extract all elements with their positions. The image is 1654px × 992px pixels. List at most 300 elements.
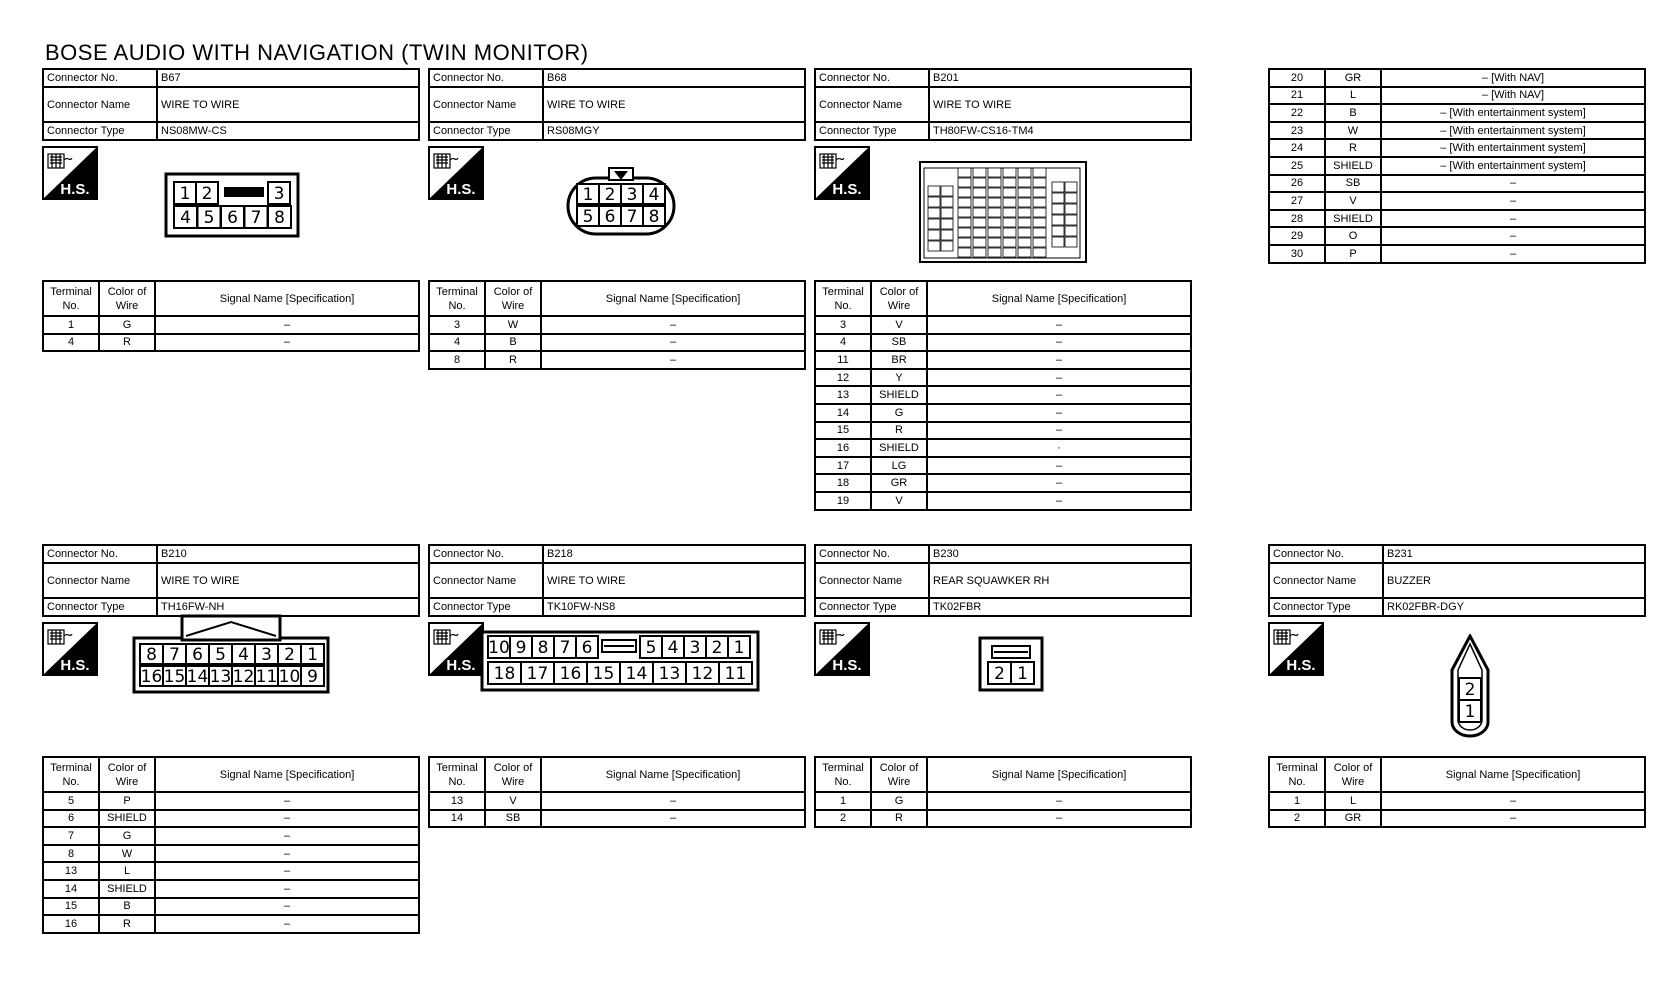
connector-block-b201 [814,68,1192,507]
pin-4: 4 [238,645,249,665]
connector-type-value: NS08MW-CS [157,122,419,140]
terminal-no: 30 [1269,245,1325,263]
wire-color: SB [1325,175,1381,193]
pin-5: 5 [203,208,215,228]
table-row [1269,104,1645,122]
terminal-no: 8 [43,845,99,863]
terminal-no-header: Terminal No. [429,757,485,792]
signal-name-header: Signal Name [Specification] [155,281,419,316]
table-row [815,792,1191,810]
table-row [43,316,419,334]
hs-label: H.S. [60,657,90,674]
signal-name-header: Signal Name [Specification] [927,281,1191,316]
connector-name-value: REAR SQUAWKER RH [929,563,1191,598]
connector-no-label: Connector No. [43,69,157,87]
wire-color: R [871,422,927,440]
signal-name: – [1381,810,1645,828]
table-row [815,810,1191,828]
wire-color: R [99,915,155,933]
terminal-no-header: Terminal No. [43,281,99,316]
terminal-no: 14 [43,880,99,898]
signal-name: – [With NAV] [1381,87,1645,105]
terminal-no-header: Terminal No. [429,281,485,316]
connector-name-label: Connector Name [815,87,929,122]
pin-2: 2 [604,185,616,205]
connector-name-label: Connector Name [815,563,929,598]
hs-label: H.S. [446,657,476,674]
terminal-no: 14 [815,404,871,422]
pin-15: 15 [592,664,615,684]
wire-color: SHIELD [871,386,927,404]
color-of-wire-header: Color of Wire [871,281,927,316]
table-row [429,810,805,828]
terminal-table [428,280,806,370]
signal-name: · [927,439,1191,457]
signal-name-header: Signal Name [Specification] [927,757,1191,792]
connector-block-b68 [428,68,806,366]
signal-name: – [1381,245,1645,263]
pin-4: 4 [180,208,191,228]
table-row [43,915,419,933]
table-row [815,492,1191,510]
connector-name-label: Connector Name [1269,563,1383,598]
wire-color: W [99,845,155,863]
b201-continuation-table [1268,68,1646,264]
b218-connector-face [480,630,760,692]
connector-no-value: B68 [543,69,805,87]
harness-side-icon [42,622,98,676]
wire-color: Y [871,369,927,387]
wire-color: R [871,810,927,828]
b68-connector-face [556,166,686,246]
table-row [815,457,1191,475]
terminal-no: 16 [815,439,871,457]
table-row [1269,69,1645,87]
wire-color: W [1325,122,1381,140]
signal-name: – [927,369,1191,387]
wire-color: L [1325,792,1381,810]
b231-connector-face [1448,634,1492,738]
connector-no-value: B231 [1383,545,1645,563]
signal-name: – [927,334,1191,352]
pin-3: 3 [626,185,638,205]
signal-name: – [155,915,419,933]
terminal-no: 22 [1269,104,1325,122]
terminal-no: 13 [429,792,485,810]
color-of-wire-header: Color of Wire [485,281,541,316]
color-of-wire-header: Color of Wire [871,757,927,792]
terminal-no: 15 [43,898,99,916]
signal-name: – [541,810,805,828]
connector-type-value: TK02FBR [929,598,1191,616]
table-row [43,810,419,828]
signal-name: – [1381,192,1645,210]
table-row [429,316,805,334]
color-of-wire-header: Color of Wire [485,757,541,792]
terminal-no: 15 [815,422,871,440]
pin-6: 6 [192,645,203,665]
signal-name: – [541,792,805,810]
pin-1: 1 [1017,664,1028,684]
table-row [1269,157,1645,175]
wire-color: B [1325,104,1381,122]
terminal-table [814,280,1192,511]
pin-6: 6 [604,207,616,227]
connector-no-value: B230 [929,545,1191,563]
pin-2: 2 [284,645,295,665]
connector-type-label: Connector Type [429,598,543,616]
wire-color: V [871,316,927,334]
terminal-no: 5 [43,792,99,810]
pin-10: 10 [278,667,301,687]
harness-side-icon [428,146,484,200]
wire-color: B [485,334,541,352]
terminal-no-header: Terminal No. [815,281,871,316]
wire-color: G [871,792,927,810]
wire-color: BR [871,351,927,369]
terminal-no: 23 [1269,122,1325,140]
terminal-no-header: Terminal No. [43,757,99,792]
page-title: BOSE AUDIO WITH NAVIGATION (TWIN MONITOR) [45,40,589,65]
wire-color: SB [871,334,927,352]
terminal-no: 27 [1269,192,1325,210]
wire-color: SHIELD [99,810,155,828]
b230-connector-face [978,636,1044,692]
table-row [815,422,1191,440]
table-row [429,792,805,810]
signal-name: – [155,792,419,810]
signal-name-header: Signal Name [Specification] [1381,757,1645,792]
pin-1: 1 [733,638,745,658]
pin-13: 13 [209,667,232,687]
terminal-no-header: Terminal No. [815,757,871,792]
table-row [43,827,419,845]
signal-name-header: Signal Name [Specification] [541,281,805,316]
table-row [429,334,805,352]
connector-block-b210 [42,544,420,930]
harness-side-icon [428,622,484,676]
wire-color: LG [871,457,927,475]
connector-no-value: B201 [929,69,1191,87]
table-row [1269,175,1645,193]
terminal-no-header: Terminal No. [1269,757,1325,792]
connector-type-label: Connector Type [43,122,157,140]
terminal-table [814,756,1192,828]
connector-block-b218 [428,544,806,825]
signal-name: – [155,316,419,334]
terminal-no: 28 [1269,210,1325,228]
pin-11: 11 [724,664,747,684]
connector-type-label: Connector Type [815,598,929,616]
connector-name-value: WIRE TO WIRE [157,87,419,122]
terminal-no: 11 [815,351,871,369]
connector-type-label: Connector Type [815,122,929,140]
table-row [43,880,419,898]
terminal-no: 3 [429,316,485,334]
wire-color: L [1325,87,1381,105]
table-row [1269,87,1645,105]
pin-8: 8 [648,207,660,227]
wire-color: R [1325,139,1381,157]
signal-name: – [927,792,1191,810]
terminal-no: 4 [815,334,871,352]
table-row [815,474,1191,492]
connector-no-label: Connector No. [815,545,929,563]
table-row [1269,227,1645,245]
b201-connector-face [918,160,1088,264]
connector-type-value: TK10FW-NS8 [543,598,805,616]
table-row [1269,139,1645,157]
wire-color: R [485,351,541,369]
wire-color: G [99,827,155,845]
connector-name-value: WIRE TO WIRE [543,563,805,598]
pin-2: 2 [1464,680,1476,700]
harness-side-icon [814,622,870,676]
connector-type-label: Connector Type [1269,598,1383,616]
harness-side-icon [814,146,870,200]
connector-info-table [814,68,1192,141]
table-row [1269,122,1645,140]
wire-color: GR [1325,69,1381,87]
signal-name: – [541,316,805,334]
table-row [43,862,419,880]
wire-color: G [99,316,155,334]
pin-9: 9 [515,638,527,658]
harness-side-icon [1268,622,1324,676]
connector-block-b230 [814,544,1192,825]
pin-12: 12 [232,667,255,687]
connector-name-label: Connector Name [43,563,157,598]
signal-name: – [1381,175,1645,193]
signal-name: – [541,334,805,352]
pin-8: 8 [146,645,157,665]
connector-info-table [428,68,806,141]
signal-name: – [With entertainment system] [1381,122,1645,140]
wire-color: P [99,792,155,810]
pin-7: 7 [250,208,262,228]
pin-14: 14 [625,664,648,684]
hs-label: H.S. [60,181,90,198]
table-row [815,404,1191,422]
table-row [815,369,1191,387]
wire-color: W [485,316,541,334]
table-row [815,439,1191,457]
wire-color: V [1325,192,1381,210]
terminal-no: 20 [1269,69,1325,87]
signal-name: – [155,810,419,828]
terminal-no: 17 [815,457,871,475]
terminal-no: 13 [815,386,871,404]
terminal-table [1268,756,1646,828]
signal-name: – [With entertainment system] [1381,157,1645,175]
terminal-no: 8 [429,351,485,369]
connector-name-value: WIRE TO WIRE [543,87,805,122]
terminal-table [42,756,420,934]
pin-5: 5 [645,638,657,658]
connector-type-value: RS08MGY [543,122,805,140]
terminal-no: 14 [429,810,485,828]
signal-name: – [927,404,1191,422]
wire-color: O [1325,227,1381,245]
table-row [1269,245,1645,263]
table-row [815,334,1191,352]
signal-name: – [155,898,419,916]
connector-name-label: Connector Name [429,563,543,598]
wire-color: L [99,862,155,880]
signal-name: – [With entertainment system] [1381,104,1645,122]
pin-8: 8 [274,208,285,228]
terminal-no: 1 [1269,792,1325,810]
connector-no-label: Connector No. [43,545,157,563]
terminal-table [42,280,420,352]
terminal-no: 19 [815,492,871,510]
connector-type-label: Connector Type [429,122,543,140]
signal-name: – [927,386,1191,404]
pin-3: 3 [689,638,701,658]
connector-name-value: WIRE TO WIRE [157,563,419,598]
terminal-no: 3 [815,316,871,334]
pin-2: 2 [711,638,723,658]
signal-name-header: Signal Name [Specification] [155,757,419,792]
terminal-no: 13 [43,862,99,880]
connector-info-table [428,544,806,617]
color-of-wire-header: Color of Wire [1325,757,1381,792]
pin-8: 8 [537,638,549,658]
terminal-no: 2 [815,810,871,828]
harness-side-icon [42,146,98,200]
wire-color: SHIELD [1325,157,1381,175]
pin-3: 3 [261,645,272,665]
connector-info-table [42,544,420,617]
signal-name: – [155,880,419,898]
connector-name-label: Connector Name [43,87,157,122]
wire-color: V [485,792,541,810]
pin-2: 2 [201,184,213,204]
wire-color: G [871,404,927,422]
signal-name: – [155,827,419,845]
terminal-no: 2 [1269,810,1325,828]
signal-name: – [927,474,1191,492]
pin-1: 1 [179,184,191,204]
pin-7: 7 [169,645,180,665]
hs-label: H.S. [832,181,862,198]
wire-color: GR [1325,810,1381,828]
pin-7: 7 [626,207,638,227]
terminal-no: 16 [43,915,99,933]
hs-label: H.S. [832,657,862,674]
connector-no-value: B210 [157,545,419,563]
wire-color: SB [485,810,541,828]
wire-color: GR [871,474,927,492]
wire-color: V [871,492,927,510]
connector-type-value: TH16FW-NH [157,598,419,616]
connector-name-label: Connector Name [429,87,543,122]
table-row [815,351,1191,369]
wire-color: SHIELD [1325,210,1381,228]
pin-5: 5 [582,207,594,227]
terminal-no: 1 [43,316,99,334]
pin-5: 5 [215,645,226,665]
terminal-no: 12 [815,369,871,387]
connector-no-label: Connector No. [429,69,543,87]
pin-2: 2 [994,664,1005,684]
hs-label: H.S. [1286,657,1316,674]
connector-type-value: TH80FW-CS16-TM4 [929,122,1191,140]
pin-17: 17 [526,664,549,684]
signal-name: – [With NAV] [1381,69,1645,87]
pin-10: 10 [488,638,510,658]
signal-name: – [927,422,1191,440]
terminal-no: 29 [1269,227,1325,245]
table-row [1269,792,1645,810]
pin-4: 4 [648,185,660,205]
signal-name-header: Signal Name [Specification] [541,757,805,792]
pin-13: 13 [658,664,681,684]
signal-name: – [155,862,419,880]
connector-name-value: WIRE TO WIRE [929,87,1191,122]
terminal-no: 7 [43,827,99,845]
terminal-no: 21 [1269,87,1325,105]
terminal-no: 4 [429,334,485,352]
connector-info-table [814,544,1192,617]
terminal-no: 6 [43,810,99,828]
table-row [43,845,419,863]
table-row [43,792,419,810]
signal-name: – [1381,792,1645,810]
connector-info-table [1268,544,1646,617]
terminal-no: 24 [1269,139,1325,157]
signal-name: – [927,492,1191,510]
pin-12: 12 [691,664,714,684]
connector-no-value: B67 [157,69,419,87]
terminal-no: 4 [43,334,99,352]
pin-11: 11 [255,667,278,687]
table-row [815,316,1191,334]
signal-name: – [541,351,805,369]
connector-no-label: Connector No. [815,69,929,87]
pin-1: 1 [582,185,594,205]
signal-name: – [With entertainment system] [1381,139,1645,157]
hs-label: H.S. [446,181,476,198]
color-of-wire-header: Color of Wire [99,281,155,316]
table-row [429,351,805,369]
terminal-no: 26 [1269,175,1325,193]
table-row [43,334,419,352]
pin-18: 18 [493,664,516,684]
pin-4: 4 [667,638,679,658]
connector-type-value: RK02FBR-DGY [1383,598,1645,616]
terminal-no: 1 [815,792,871,810]
connector-no-label: Connector No. [429,545,543,563]
color-of-wire-header: Color of Wire [99,757,155,792]
table-row [43,898,419,916]
signal-name: – [1381,210,1645,228]
table-row [1269,210,1645,228]
terminal-table [428,756,806,828]
wire-color: P [1325,245,1381,263]
pin-6: 6 [581,638,593,658]
pin-6: 6 [227,208,238,228]
terminal-no: 18 [815,474,871,492]
wire-color: SHIELD [871,439,927,457]
b210-connector-face [132,614,332,694]
pin-7: 7 [559,638,571,658]
table-row [1269,810,1645,828]
connector-type-label: Connector Type [43,598,157,616]
table-row [815,386,1191,404]
table-row [1269,192,1645,210]
signal-name: – [155,845,419,863]
